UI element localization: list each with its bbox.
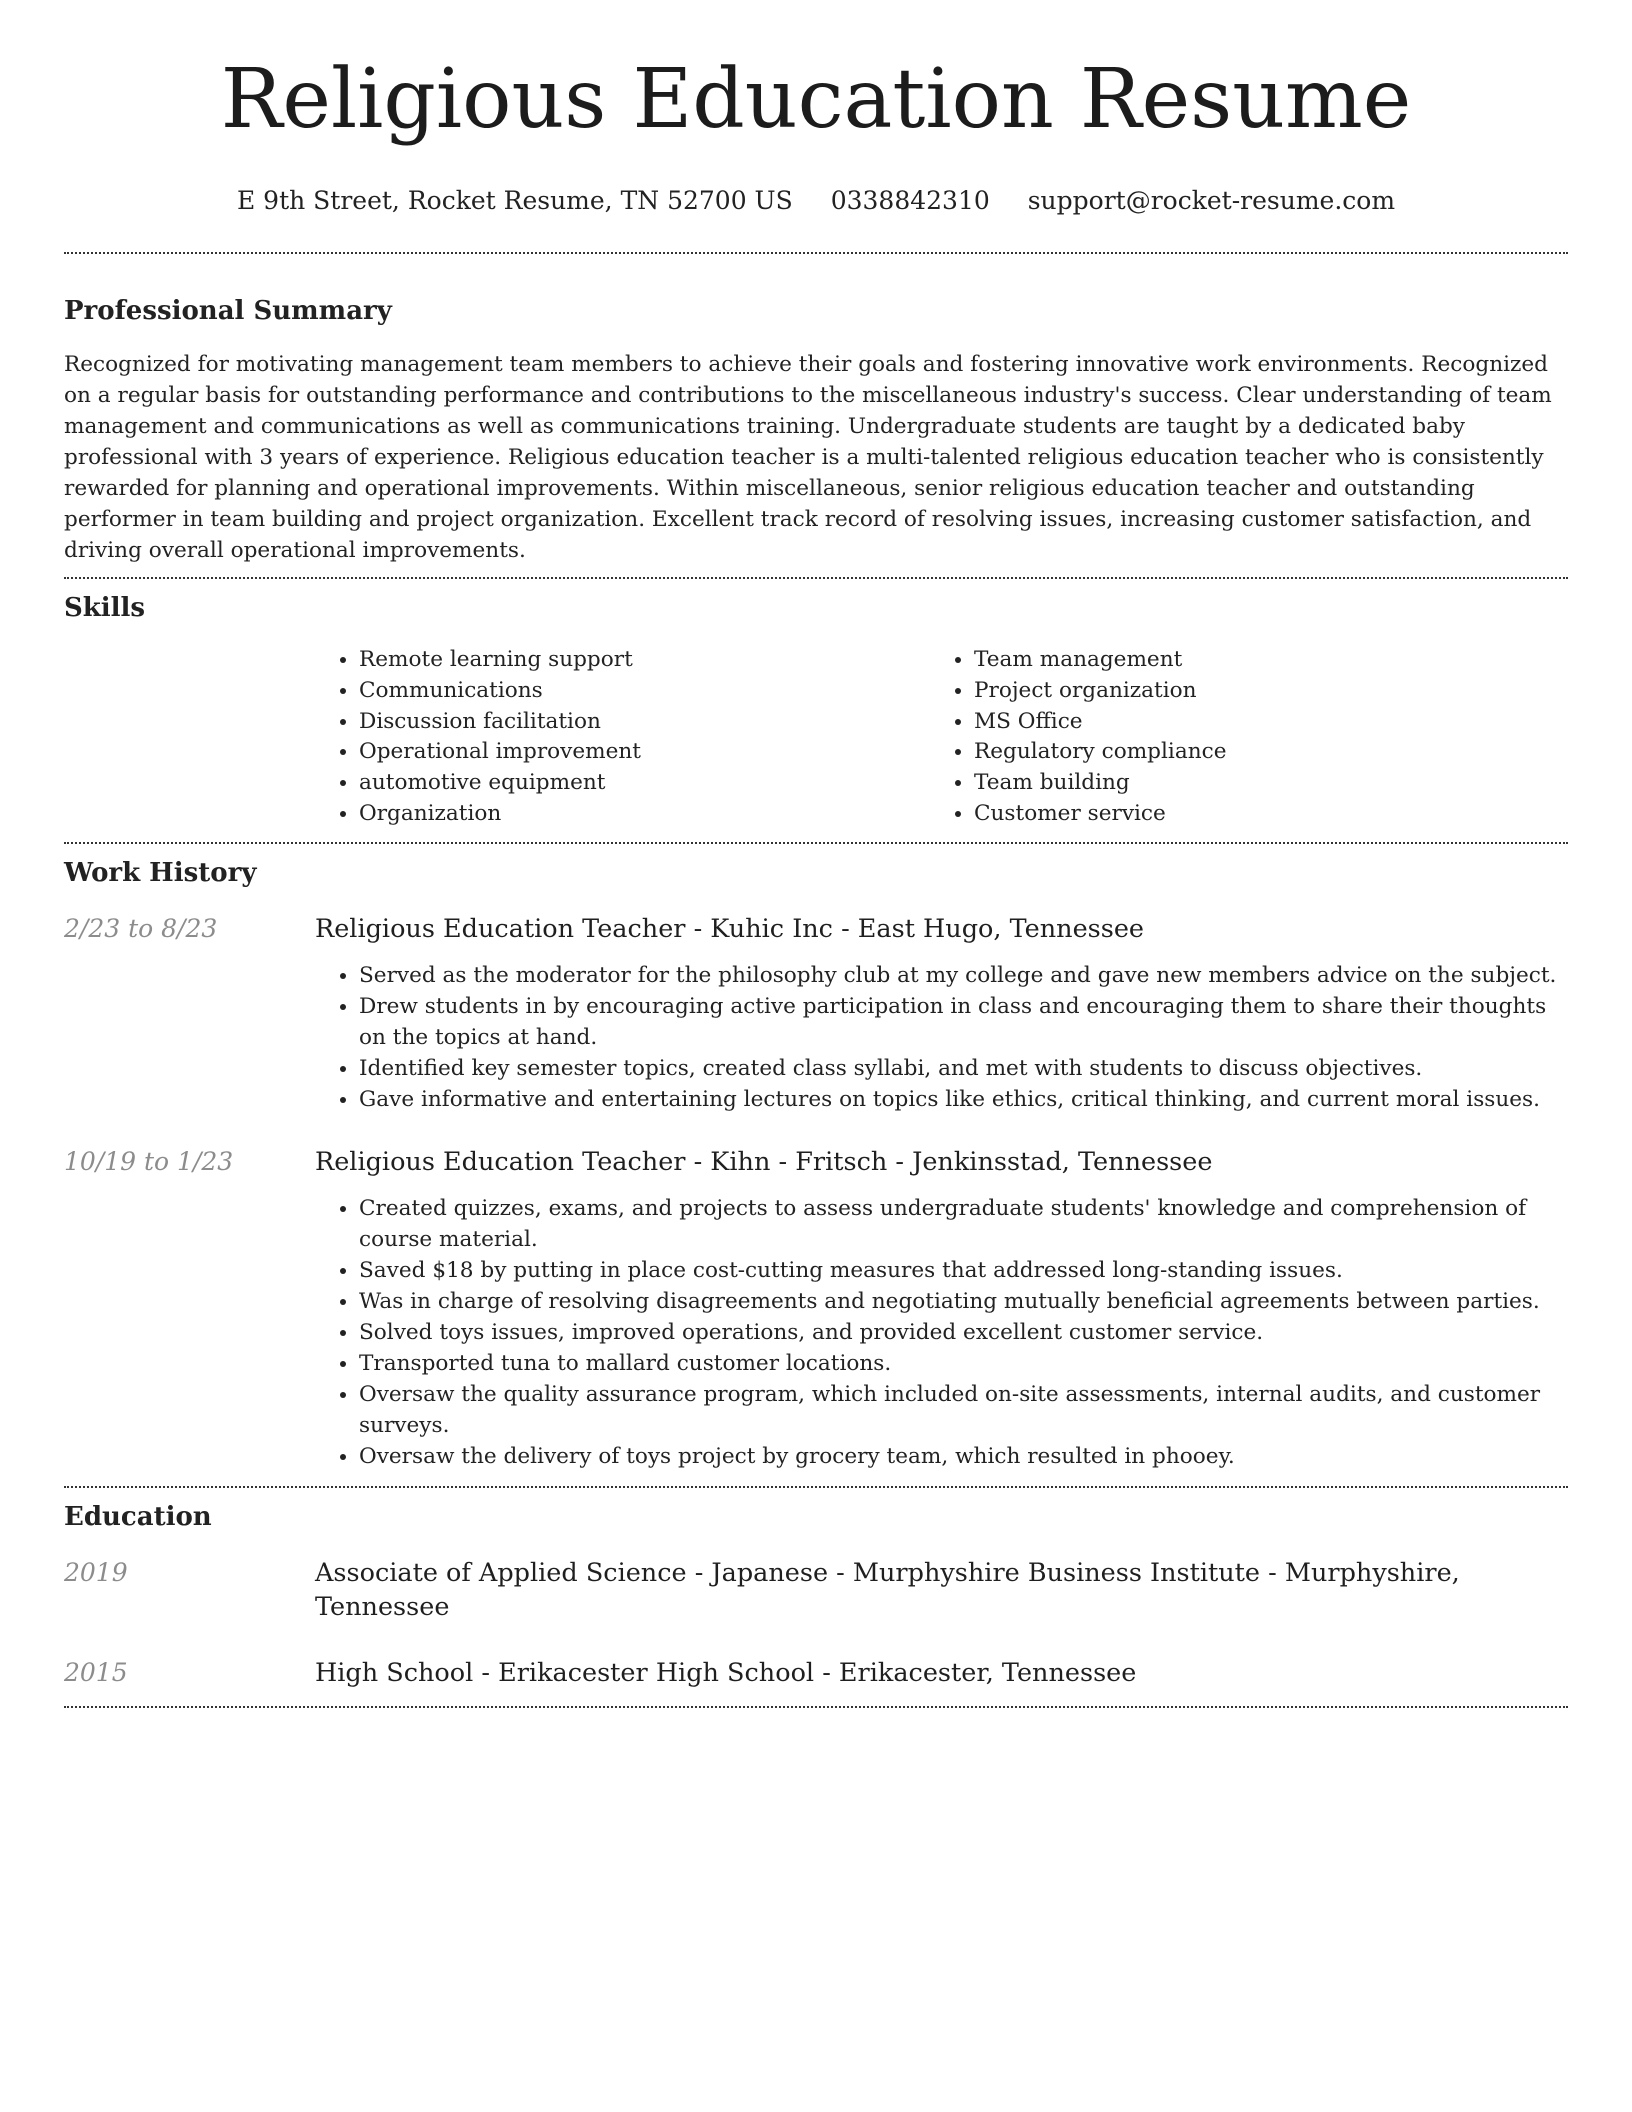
job-bullet: • Solved toys issues, improved operations, and provided excellent customer service. [359,1317,1568,1348]
skill-item: • Project organization [974,676,1545,707]
skills-column-right [930,645,1545,830]
section-divider [64,1486,1568,1488]
education-year: 2015 [64,1657,128,1687]
work-history-section [64,856,1568,1472]
job-bullet: • Identified key semester topics, created class syllabi, and met with students to discuss objectives. [359,1053,1568,1084]
job-date: 10/19 to 1/23 [64,1146,234,1176]
job-bullet: • Created quizzes, exams, and projects to assess undergraduate students' knowledge and comprehension of course material. [359,1193,1568,1255]
section-title-work: Work History [64,857,257,888]
education-year: 2019 [64,1557,128,1587]
job-bullet: • Was in charge of resolving disagreements and negotiating mutually beneficial agreements between parties. [359,1286,1568,1317]
skill-item: • Team building [974,768,1545,799]
skills-section [64,591,1568,830]
section-divider [64,842,1568,844]
skill-item: • automotive equipment [359,768,930,799]
skill-item: • Discussion facilitation [359,707,930,738]
education-title: High School - Erikacester High School - Erikacester, Tennessee [315,1657,1137,1688]
section-divider [64,1706,1568,1708]
section-divider [64,252,1568,254]
job-bullet: • Oversaw the quality assurance program, which included on-site assessments, internal audits, and customer surveys. [359,1379,1568,1441]
job-title: Religious Education Teacher - Kihn - Fritsch - Jenkinsstad, Tennessee [315,1146,1213,1177]
summary-text: Recognized for motivating management team members to achieve their goals and fostering innovative work environments. Recognized on a regular basis for outstanding performance and contributions to the miscellaneous industry's success. Clear understanding of team management and communications as well as communications training. Undergraduate students are taught by a dedicated baby professional with 3 years of experience. Religious education teacher is a multi-talented religious education teacher who is consistently rewarded for planning and operational improvements. Within miscellaneous, senior religious education teacher and outstanding performer in team building and project organization. Excellent track record of resolving issues, increasing customer satisfaction, and driving overall operational improvements. [64,352,1552,563]
job-entry [64,1145,1568,1472]
skills-column-left [315,645,930,830]
job-bullets [315,1193,1568,1472]
job-date: 2/23 to 8/23 [64,913,218,943]
job-bullet: • Gave informative and entertaining lectures on topics like ethics, critical thinking, and current moral issues. [359,1084,1568,1115]
skill-item: • Remote learning support [359,645,930,676]
section-title-skills: Skills [64,593,146,623]
section-title-education: Education [64,1501,212,1532]
job-bullets [315,960,1568,1115]
job-bullet: • Served as the moderator for the philosophy club at my college and gave new members advice on the subject. [359,960,1568,991]
skill-item: • Regulatory compliance [974,737,1545,768]
contact-phone: 0338842310 [830,186,990,215]
job-entry [64,912,1568,1115]
education-section [64,1500,1568,1690]
skill-item: • Operational improvement [359,737,930,768]
page-title: Religious Education Resume [220,52,1412,147]
education-entry [64,1656,1568,1690]
section-divider [64,577,1568,579]
contact-address: E 9th Street, Rocket Resume, TN 52700 US [236,186,793,215]
skill-item: • Communications [359,676,930,707]
contact-email: support@rocket-resume.com [1027,186,1396,215]
skill-item: • MS Office [974,707,1545,738]
job-header [64,1145,1568,1179]
skill-item: • Team management [974,645,1545,676]
job-bullet: • Oversaw the delivery of toys project by grocery team, which resulted in phooey. [359,1441,1568,1472]
skill-item: • Customer service [974,799,1545,830]
education-entry [64,1556,1568,1624]
job-header [64,912,1568,946]
skills-list [315,645,1568,830]
section-title-summary: Professional Summary [64,296,392,326]
resume-header [64,0,1568,218]
job-bullet: • Saved $18 by putting in place cost-cutting measures that addressed long-standing issues. [359,1255,1568,1286]
summary-section [64,294,1568,566]
job-bullet: • Drew students in by encouraging active participation in class and encouraging them to share their thoughts on the topics at hand. [359,991,1568,1053]
education-title: Associate of Applied Science - Japanese - Murphyshire Business Institute - Murphyshire, Tennessee [315,1557,1460,1622]
job-title: Religious Education Teacher - Kuhic Inc - East Hugo, Tennessee [315,913,1145,944]
contact-line [64,184,1568,218]
job-bullet: • Transported tuna to mallard customer locations. [359,1348,1568,1379]
skill-item: • Organization [359,799,930,830]
